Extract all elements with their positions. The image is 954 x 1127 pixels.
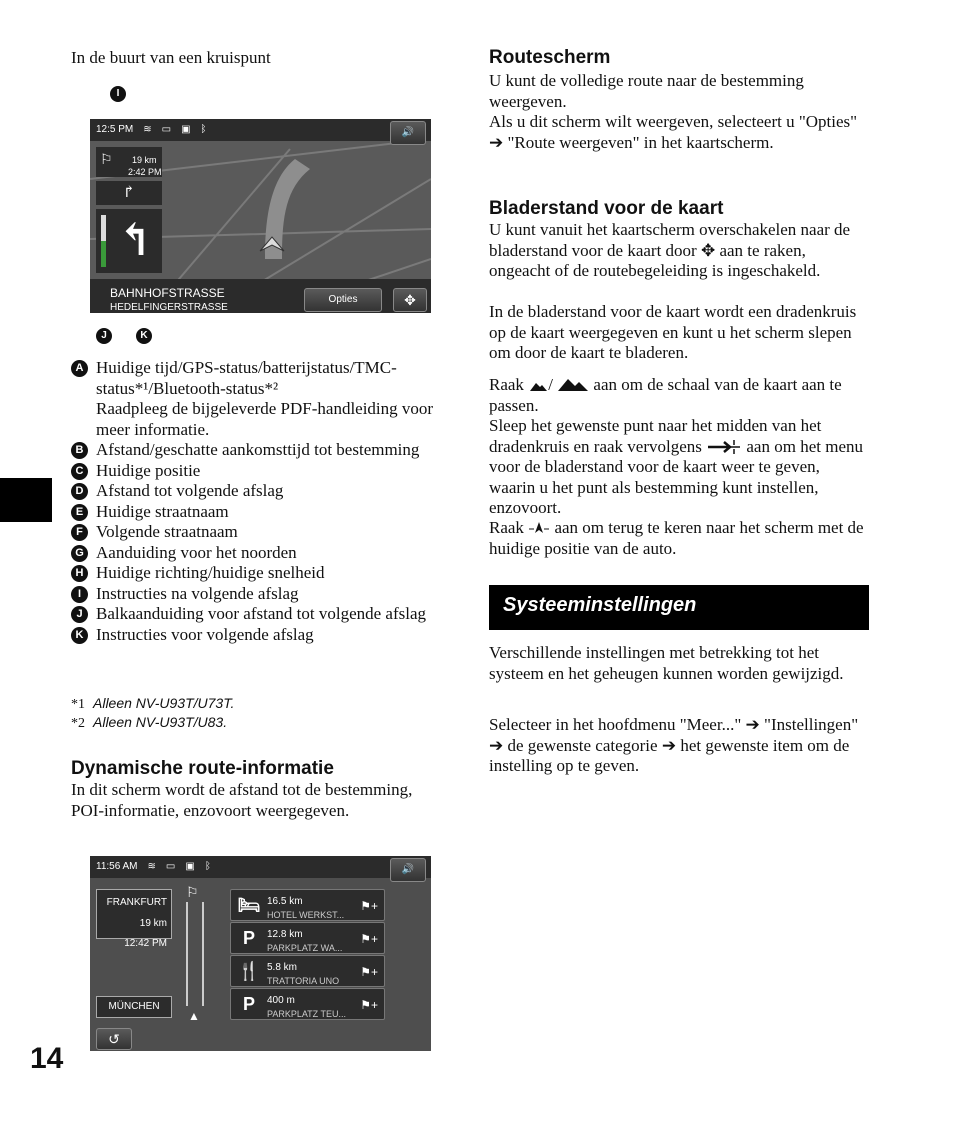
turn-left-icon: ↰: [116, 216, 154, 265]
legend-item: [71, 563, 446, 584]
legend-description: Afstand tot volgende afslag: [96, 481, 284, 500]
scroll-text-1: [489, 220, 869, 282]
next-turn-panel: [96, 209, 162, 273]
current-street: BAHNHOFSTRASSE: [110, 286, 225, 300]
poi-name: HOTEL WERKST...: [267, 910, 345, 920]
battery-icon: ▭: [161, 123, 172, 135]
next-street: HEDELFINGERSTRASSE: [110, 302, 228, 313]
legend-item: [71, 358, 446, 440]
move-arrows-icon: ✥: [700, 240, 716, 261]
legend-extra: Raadpleeg de bijgeleverde PDF-handleiding voor meer informatie.: [96, 399, 434, 439]
set-destination-flag-icon[interactable]: ⚑+: [360, 932, 378, 946]
move-arrows-icon: ✥: [404, 291, 416, 308]
scale-text-b: aan om de schaal van de kaart aan te passen.: [489, 375, 842, 415]
poi-name: TRATTORIA UNO: [267, 976, 340, 986]
legend-text: [96, 522, 446, 543]
legend-item: [71, 604, 446, 625]
drag-text-b: aan om het menu voor de bladerstand voor de kaart weer te geven, waarin u het punt als bestemming kunt instellen, enzovoort.: [489, 436, 863, 517]
destination-distance: 19 km: [139, 917, 167, 929]
tmc-icon: ▣: [181, 123, 191, 135]
scroll-text-1b: aan te raken, ongeacht of de routebegeleiding is ingeschakeld.: [489, 240, 821, 280]
destination-city: FRANKFURT: [106, 897, 167, 908]
back-text: [489, 518, 869, 559]
poi-distance: 12.8 km: [267, 929, 303, 940]
scroll-text-2: In de bladerstand voor de kaart wordt een dradenkruis op de kaart weergegeven en kunt u het scherm slepen om door de kaart te bladeren.: [489, 302, 857, 362]
map-screenshot-intersection: [90, 119, 431, 313]
zoom-out-mountain-icon: [557, 376, 589, 392]
poi-distance: 5.8 km: [267, 962, 298, 973]
legend-key-badge: H: [71, 565, 88, 582]
footnote-2: [71, 713, 227, 733]
legend-description: Huidige richting/huidige snelheid: [96, 563, 325, 582]
status-bar: [90, 856, 431, 878]
destination-box: [96, 889, 172, 949]
route-info-screenshot: [90, 856, 431, 1051]
legend-description: Volgende straatnaam: [96, 522, 238, 541]
drag-text: [489, 416, 869, 519]
speaker-icon: 🔊: [401, 863, 415, 875]
origin-box: MÜNCHEN: [96, 996, 172, 1018]
scroll-text-1a: U kunt vanuit het kaartscherm overschakelen naar de bladerstand voor de kaart door: [489, 220, 851, 260]
legend-text: [96, 604, 446, 625]
dynamic-route-text: In dit scherm wordt de afstand tot de bestemming, POI-informatie, enzovoort weergegeven.: [71, 780, 413, 820]
drag-text-a: Sleep het gewenste punt naar het midden van het dradenkruis en raak vervolgens: [489, 416, 822, 456]
footnote-text: Alleen NV-U93T/U73T.: [93, 695, 235, 711]
legend-key-badge: J: [71, 606, 88, 623]
legend-text: [96, 481, 446, 502]
footnote-1: [71, 694, 234, 714]
system-text-1: Verschillende instellingen met betrekking tot het systeem en het geheugen kunnen worden gewijzigd.: [489, 643, 844, 683]
legend-key-badge: A: [71, 360, 88, 377]
callout-i: I: [110, 86, 126, 102]
bed-icon: 🛏: [237, 895, 261, 915]
poi-name: PARKPLATZ TEU...: [267, 1009, 347, 1019]
callout-k: K: [136, 328, 152, 344]
legend-key-badge: I: [71, 586, 88, 603]
scroll-mode-button[interactable]: [393, 288, 427, 312]
tmc-icon: ▣: [185, 860, 195, 872]
heading-map-scroll: Bladerstand voor de kaart: [489, 198, 724, 219]
parking-icon: P: [242, 928, 255, 948]
destination-eta: 12:42 PM: [124, 938, 167, 949]
legend-item: [71, 543, 446, 564]
crosshair-arrow-icon: [706, 439, 742, 455]
legend-description: Huidige positie: [96, 460, 201, 480]
legend-description: Huidige straatnaam: [96, 501, 229, 521]
volume-button[interactable]: [390, 121, 426, 145]
legend-text: [96, 440, 446, 461]
chapter-tab: [0, 478, 52, 522]
scale-text-a: Raak: [489, 375, 524, 394]
gps-icon: ≋: [143, 123, 152, 135]
legend-key-badge: K: [71, 627, 88, 644]
back-text-a: Raak: [489, 518, 524, 537]
next-turn-after-icon: ↱: [96, 181, 162, 205]
eta: 2:42 PM: [128, 167, 162, 177]
speaker-icon: 🔊: [401, 126, 415, 138]
battery-icon: ▭: [165, 860, 176, 872]
heading-dynamic-route: Dynamische route-informatie: [71, 758, 334, 779]
figure-caption: In de buurt van een kruispunt: [71, 48, 271, 67]
legend-item: [71, 625, 446, 646]
current-position-icon: ▲: [188, 1009, 200, 1023]
options-button[interactable]: Opties: [304, 288, 382, 312]
current-position-cursor-icon: [528, 520, 550, 536]
legend-key-badge: F: [71, 524, 88, 541]
volume-button[interactable]: [390, 858, 426, 882]
scale-separator: /: [548, 375, 553, 394]
destination-info: [96, 147, 162, 177]
legend-item: [71, 481, 446, 502]
legend-text: [96, 625, 446, 646]
poi-item[interactable]: [230, 889, 385, 921]
back-button[interactable]: [96, 1028, 132, 1050]
legend-key-badge: G: [71, 545, 88, 562]
footnote-mark: *1: [71, 697, 85, 712]
poi-name: PARKPLATZ WA...: [267, 943, 343, 953]
legend-key-badge: D: [71, 483, 88, 500]
legend-description: Instructies na volgende afslag: [96, 583, 299, 603]
legend-text: [96, 563, 446, 584]
legend-item: [71, 461, 446, 482]
route-line: [186, 902, 204, 1006]
poi-item[interactable]: [230, 955, 385, 987]
scale-text: [489, 375, 869, 416]
set-destination-flag-icon[interactable]: ⚑+: [360, 899, 378, 913]
zoom-in-mountain-icon: [528, 378, 548, 392]
section-title: Systeeminstellingen: [503, 594, 697, 616]
footnote-mark: *2: [71, 716, 85, 731]
legend-item: [71, 440, 446, 461]
legend-key-badge: E: [71, 504, 88, 521]
route-text-2: Als u dit scherm wilt weergeven, selecteert u "Opties" ➔ "Route weergeven" in het kaartscherm.: [489, 112, 858, 152]
distance-bar-fill: [101, 241, 106, 267]
legend-description: Balkaanduiding voor afstand tot volgende afslag: [96, 604, 426, 623]
legend-key-badge: C: [71, 463, 88, 480]
poi-distance: 400 m: [267, 995, 295, 1006]
clock: 12:5 PM: [96, 123, 134, 135]
legend-description: Afstand/geschatte aankomsttijd tot bestemming: [96, 440, 420, 459]
legend-key-badge: B: [71, 442, 88, 459]
poi-item[interactable]: [230, 988, 385, 1020]
legend-text: [96, 543, 446, 564]
back-text-b: aan om terug te keren naar het scherm met de huidige positie van de auto.: [489, 518, 864, 558]
legend-text: [96, 502, 446, 523]
section-header-bar: [489, 585, 869, 630]
route-text-1: U kunt de volledige route naar de bestemming weergeven.: [489, 71, 804, 111]
legend-item: [71, 502, 446, 523]
legend-item: [71, 584, 446, 605]
footnote-text: Alleen NV-U93T/U83.: [93, 714, 228, 730]
legend-description: Aanduiding voor het noorden: [96, 542, 297, 562]
legend-text: [96, 461, 446, 482]
legend-text: [96, 584, 446, 605]
distance-to-destination: 19 km: [132, 155, 157, 165]
restaurant-icon: 🍴: [237, 961, 261, 981]
page-number: 14: [30, 1042, 64, 1075]
bluetooth-icon: ᛒ: [204, 860, 211, 872]
gps-icon: ≋: [147, 860, 156, 872]
status-bar: [90, 119, 431, 141]
flag-icon: ⚐: [100, 151, 113, 167]
system-text-2: Selecteer in het hoofdmenu "Meer..." ➔ "Instellingen" ➔ de gewenste categorie ➔ het gewenste item om de instelling op te geven.: [489, 715, 859, 775]
poi-item[interactable]: [230, 922, 385, 954]
back-arrow-icon: ↺: [108, 1030, 120, 1047]
flag-icon: ⚐: [186, 886, 199, 901]
callout-j: J: [96, 328, 112, 344]
legend-description: Instructies voor volgende afslag: [96, 624, 314, 644]
poi-distance: 16.5 km: [267, 896, 303, 907]
legend-item: [71, 522, 446, 543]
legend-description: Huidige tijd/GPS-status/batterijstatus/TMC-status*¹/Bluetooth-status*²: [96, 358, 397, 398]
clock: 11:56 AM: [96, 860, 138, 872]
legend-list: [71, 358, 446, 645]
set-destination-flag-icon[interactable]: ⚑+: [360, 965, 378, 979]
heading-route-screen: Routescherm: [489, 47, 611, 68]
legend-text: [96, 358, 446, 440]
parking-icon: P: [242, 994, 255, 1014]
bluetooth-icon: ᛒ: [200, 123, 207, 135]
set-destination-flag-icon[interactable]: ⚑+: [360, 998, 378, 1012]
